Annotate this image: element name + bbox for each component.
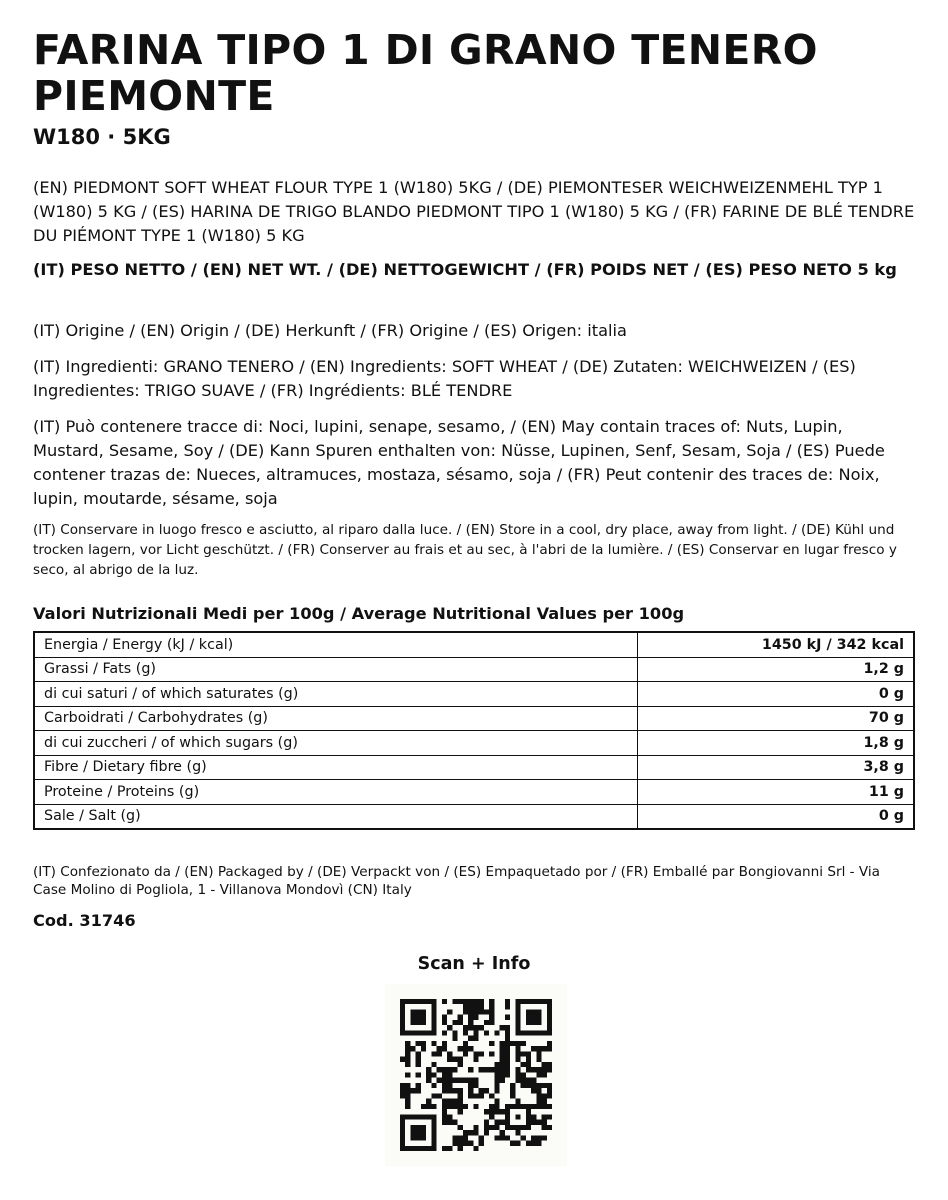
nutrient-value: 1450 kJ / 342 kcal bbox=[638, 632, 915, 657]
table-row bbox=[34, 804, 914, 829]
nutrient-label: Energia / Energy (kJ / kcal) bbox=[34, 632, 638, 657]
origin: (IT) Origine / (EN) Origin / (DE) Herkunft / (FR) Origine / (ES) Origen: italia bbox=[33, 321, 627, 340]
table-row bbox=[34, 755, 914, 780]
nutrient-label: Carboidrati / Carbohydrates (g) bbox=[34, 706, 638, 731]
ingredients: (IT) Ingredienti: GRANO TENERO / (EN) Ingredients: SOFT WHEAT / (DE) Zutaten: WEICHWEIZEN / (ES) Ingredientes: TRIGO SUAVE / (FR) Ingrédients: BLÉ TENDRE bbox=[33, 357, 856, 400]
nutrient-value: 1,2 g bbox=[638, 657, 915, 682]
nutrient-value: 0 g bbox=[638, 804, 915, 829]
nutrient-value: 0 g bbox=[638, 682, 915, 707]
nutrient-label: Proteine / Proteins (g) bbox=[34, 780, 638, 805]
nutrient-value: 70 g bbox=[638, 706, 915, 731]
scan-label: Scan + Info bbox=[417, 954, 531, 974]
nutrient-label: di cui saturi / of which saturates (g) bbox=[34, 682, 638, 707]
nutrition-title: Valori Nutrizionali Medi per 100g / Average Nutritional Values per 100g bbox=[33, 604, 685, 623]
nutrient-label: Sale / Salt (g) bbox=[34, 804, 638, 829]
table-row bbox=[34, 657, 914, 682]
nutrition-table bbox=[33, 631, 915, 830]
product-names-multilingual: (EN) PIEDMONT SOFT WHEAT FLOUR TYPE 1 (W180) 5KG / (DE) PIEMONTESER WEICHWEIZENMEHL TYP 1 (W180) 5 KG / (ES) HARINA DE TRIGO BLANDO PIEDMONT TIPO 1 (W180) 5 KG / (FR) FARINE DE BLÉ TENDRE DU PIÉMONT TYPE 1 (W180) 5 KG bbox=[33, 178, 915, 245]
table-row bbox=[34, 731, 914, 756]
qr-code-icon[interactable] bbox=[400, 999, 552, 1151]
nutrient-label: di cui zuccheri / of which sugars (g) bbox=[34, 731, 638, 756]
packed-by: (IT) Confezionato da / (EN) Packaged by / (DE) Verpackt von / (ES) Empaquetado por / (FR) Emballé par Bongiovanni Srl - Via Case Molino di Pogliola, 1 - Villanova Mondovì (CN) Italy bbox=[33, 864, 880, 898]
product-subtitle: W180 · 5KG bbox=[33, 125, 171, 149]
allergen-traces: (IT) Può contenere tracce di: Noci, lupini, senape, sesamo, / (EN) May contain traces of: Nuts, Lupin, Mustard, Sesame, Soy / (DE) Kann Spuren enthalten von: Nüsse, Lupinen, Senf, Sesam, Soja / (ES) Puede contener trazas de: Nueces, altramuces, mostaza, sésamo, soja / (FR) Peut contenir des traces de: Noix, lupin, moutarde, sésame, soja bbox=[33, 417, 885, 508]
storage-instructions: (IT) Conservare in luogo fresco e asciutto, al riparo dalla luce. / (EN) Store in a cool, dry place, away from light. / (DE) Kühl und trocken lagern, vor Licht geschützt. / (FR) Conserver au frais et au sec, à l'abri de la lumière. / (ES) Conservar en lugar fresco y seco, al abrigo de la luz. bbox=[33, 522, 897, 578]
net-weight: (IT) PESO NETTO / (EN) NET WT. / (DE) NETTOGEWICHT / (FR) POIDS NET / (ES) PESO NETO 5 kg bbox=[33, 260, 897, 279]
table-row bbox=[34, 682, 914, 707]
product-title: FARINA TIPO 1 DI GRANO TENERO PIEMONTE bbox=[33, 26, 818, 120]
table-row bbox=[34, 706, 914, 731]
nutrient-label: Fibre / Dietary fibre (g) bbox=[34, 755, 638, 780]
nutrient-label: Grassi / Fats (g) bbox=[34, 657, 638, 682]
qr-code[interactable] bbox=[385, 984, 567, 1166]
product-code: Cod. 31746 bbox=[33, 911, 136, 930]
nutrient-value: 11 g bbox=[638, 780, 915, 805]
table-row bbox=[34, 780, 914, 805]
table-row bbox=[34, 632, 914, 657]
nutrient-value: 3,8 g bbox=[638, 755, 915, 780]
nutrient-value: 1,8 g bbox=[638, 731, 915, 756]
